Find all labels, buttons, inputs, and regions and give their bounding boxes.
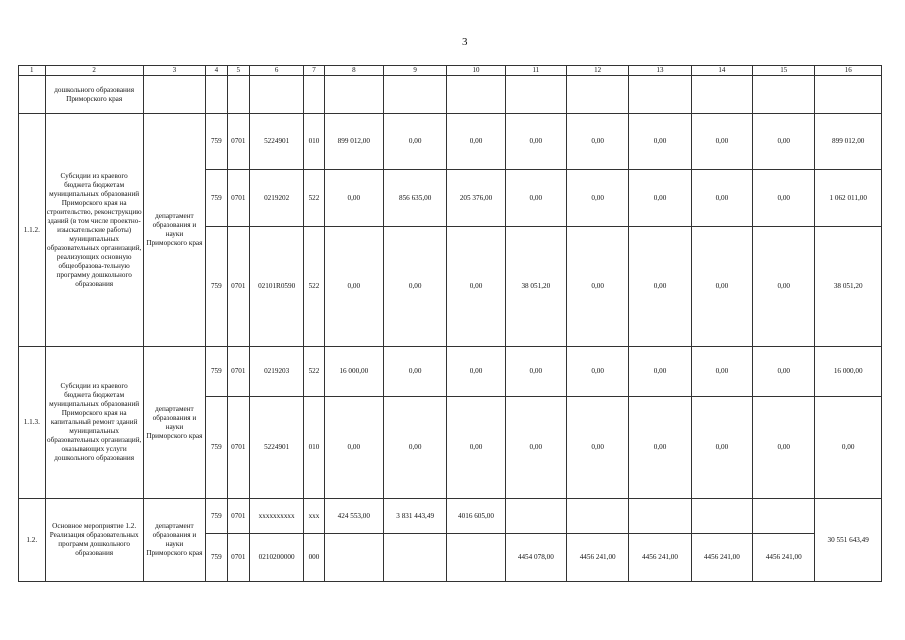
executor: департамент образования и науки Приморского края (143, 347, 205, 499)
cell: 000 (304, 534, 324, 582)
measure-name: Субсидии из краевого бюджета бюджетам муниципальных образований Приморского края на капитальный ремонт зданий муниципальных образовательных организаций, оказывающих услуги дошкольного образования (45, 347, 143, 499)
cell: 0,00 (324, 397, 383, 499)
cell: 0,00 (753, 227, 815, 347)
executor: департамент образования и науки Приморского края (143, 114, 205, 347)
cell: 0,00 (753, 397, 815, 499)
cell: 0,00 (566, 397, 628, 499)
cell: 0701 (227, 499, 249, 534)
cell: 522 (304, 170, 324, 227)
cell: 02101R0590 (250, 227, 304, 347)
measure-name: дошкольного образования Приморского края (45, 76, 143, 114)
cell: 0,00 (383, 114, 446, 170)
executor: департамент образования и науки Приморского края (143, 499, 205, 582)
page-number: 3 (462, 36, 468, 48)
cell: 0,00 (505, 170, 566, 227)
column-number: 10 (447, 66, 505, 76)
cell: 4456 241,00 (753, 534, 815, 582)
cell: 5224901 (250, 397, 304, 499)
cell: 0701 (227, 347, 249, 397)
cell: 0,00 (505, 114, 566, 170)
cell (566, 499, 628, 534)
cell: 3 831 443,49 (383, 499, 446, 534)
cell: 759 (206, 499, 227, 534)
cell: 759 (206, 534, 227, 582)
cell: 0,00 (566, 347, 628, 397)
column-number: 3 (143, 66, 205, 76)
cell: 522 (304, 227, 324, 347)
cell: 899 012,00 (815, 114, 882, 170)
cell: 0,00 (629, 170, 691, 227)
cell: 0,00 (566, 114, 628, 170)
cell: 0,00 (566, 227, 628, 347)
cell: 759 (206, 227, 227, 347)
measure-code: 1.2. (19, 499, 46, 582)
cell: 0219203 (250, 347, 304, 397)
cell: 522 (304, 347, 324, 397)
cell: 010 (304, 114, 324, 170)
column-number: 2 (45, 66, 143, 76)
cell (691, 499, 752, 534)
cell: 0,00 (753, 347, 815, 397)
cell: 759 (206, 347, 227, 397)
cell: 0,00 (447, 227, 505, 347)
cell (447, 534, 505, 582)
cell: xxxxxxxxxx (250, 499, 304, 534)
cell: 4016 605,00 (447, 499, 505, 534)
cell: 16 000,00 (815, 347, 882, 397)
cell: 38 051,20 (815, 227, 882, 347)
column-number: 14 (691, 66, 752, 76)
cell: 899 012,00 (324, 114, 383, 170)
cell: 0,00 (505, 347, 566, 397)
cell: 0,00 (629, 114, 691, 170)
column-number: 7 (304, 66, 324, 76)
cell: 0,00 (753, 114, 815, 170)
cell: 0,00 (447, 347, 505, 397)
cell: 424 553,00 (324, 499, 383, 534)
cell: 0,00 (691, 227, 752, 347)
cell (383, 534, 446, 582)
cell (629, 499, 691, 534)
measure-code: 1.1.3. (19, 347, 46, 499)
measure-name: Основное мероприятие 1.2. Реализация образовательных программ дошкольного образования (45, 499, 143, 582)
cell: 759 (206, 170, 227, 227)
column-number: 11 (505, 66, 566, 76)
column-number: 4 (206, 66, 227, 76)
cell: 759 (206, 397, 227, 499)
column-number: 12 (566, 66, 628, 76)
total-cell: 30 551 643,49 (815, 499, 882, 582)
measure-name: Субсидии из краевого бюджета бюджетам муниципальных образований Приморского края на строительство, реконструкцию зданий (в том числе проектно-изыскательские работы) муниципальных образовательных организаций, реализующих основную общеобразова-тельную программу дошкольного образования (45, 114, 143, 347)
table-row (19, 499, 882, 534)
cell: 0,00 (505, 397, 566, 499)
cell: 0701 (227, 114, 249, 170)
cell: 0701 (227, 170, 249, 227)
budget-table (18, 65, 882, 582)
table-row (19, 76, 882, 114)
cell: 0,00 (629, 347, 691, 397)
cell: 0210200000 (250, 534, 304, 582)
cell: 1 062 011,00 (815, 170, 882, 227)
column-number: 13 (629, 66, 691, 76)
cell: xxx (304, 499, 324, 534)
column-number: 15 (753, 66, 815, 76)
cell: 0701 (227, 227, 249, 347)
column-number-row (19, 66, 882, 76)
cell: 0,00 (383, 347, 446, 397)
cell: 0,00 (383, 397, 446, 499)
cell: 0,00 (691, 114, 752, 170)
cell: 856 635,00 (383, 170, 446, 227)
cell: 0,00 (629, 227, 691, 347)
cell (505, 499, 566, 534)
cell: 0,00 (629, 397, 691, 499)
cell: 0,00 (753, 170, 815, 227)
column-number: 6 (250, 66, 304, 76)
column-number: 5 (227, 66, 249, 76)
column-number: 16 (815, 66, 882, 76)
column-number: 1 (19, 66, 46, 76)
cell: 4456 241,00 (566, 534, 628, 582)
table-row (19, 114, 882, 170)
column-number: 8 (324, 66, 383, 76)
cell: 205 376,00 (447, 170, 505, 227)
cell: 0,00 (691, 170, 752, 227)
cell: 0,00 (691, 397, 752, 499)
cell: 0,00 (383, 227, 446, 347)
cell: 0,00 (815, 397, 882, 499)
cell: 010 (304, 397, 324, 499)
cell: 759 (206, 114, 227, 170)
measure-code: 1.1.2. (19, 114, 46, 347)
cell: 5224901 (250, 114, 304, 170)
cell (324, 534, 383, 582)
cell: 4456 241,00 (691, 534, 752, 582)
cell (753, 499, 815, 534)
cell: 0,00 (691, 347, 752, 397)
cell: 4454 078,00 (505, 534, 566, 582)
cell: 0219202 (250, 170, 304, 227)
table-row (19, 347, 882, 397)
cell: 0,00 (447, 114, 505, 170)
cell: 0,00 (447, 397, 505, 499)
cell: 0,00 (566, 170, 628, 227)
cell: 0,00 (324, 227, 383, 347)
column-number: 9 (383, 66, 446, 76)
cell: 38 051,20 (505, 227, 566, 347)
cell: 0701 (227, 534, 249, 582)
cell: 4456 241,00 (629, 534, 691, 582)
cell: 0,00 (324, 170, 383, 227)
cell: 0701 (227, 397, 249, 499)
cell: 16 000,00 (324, 347, 383, 397)
